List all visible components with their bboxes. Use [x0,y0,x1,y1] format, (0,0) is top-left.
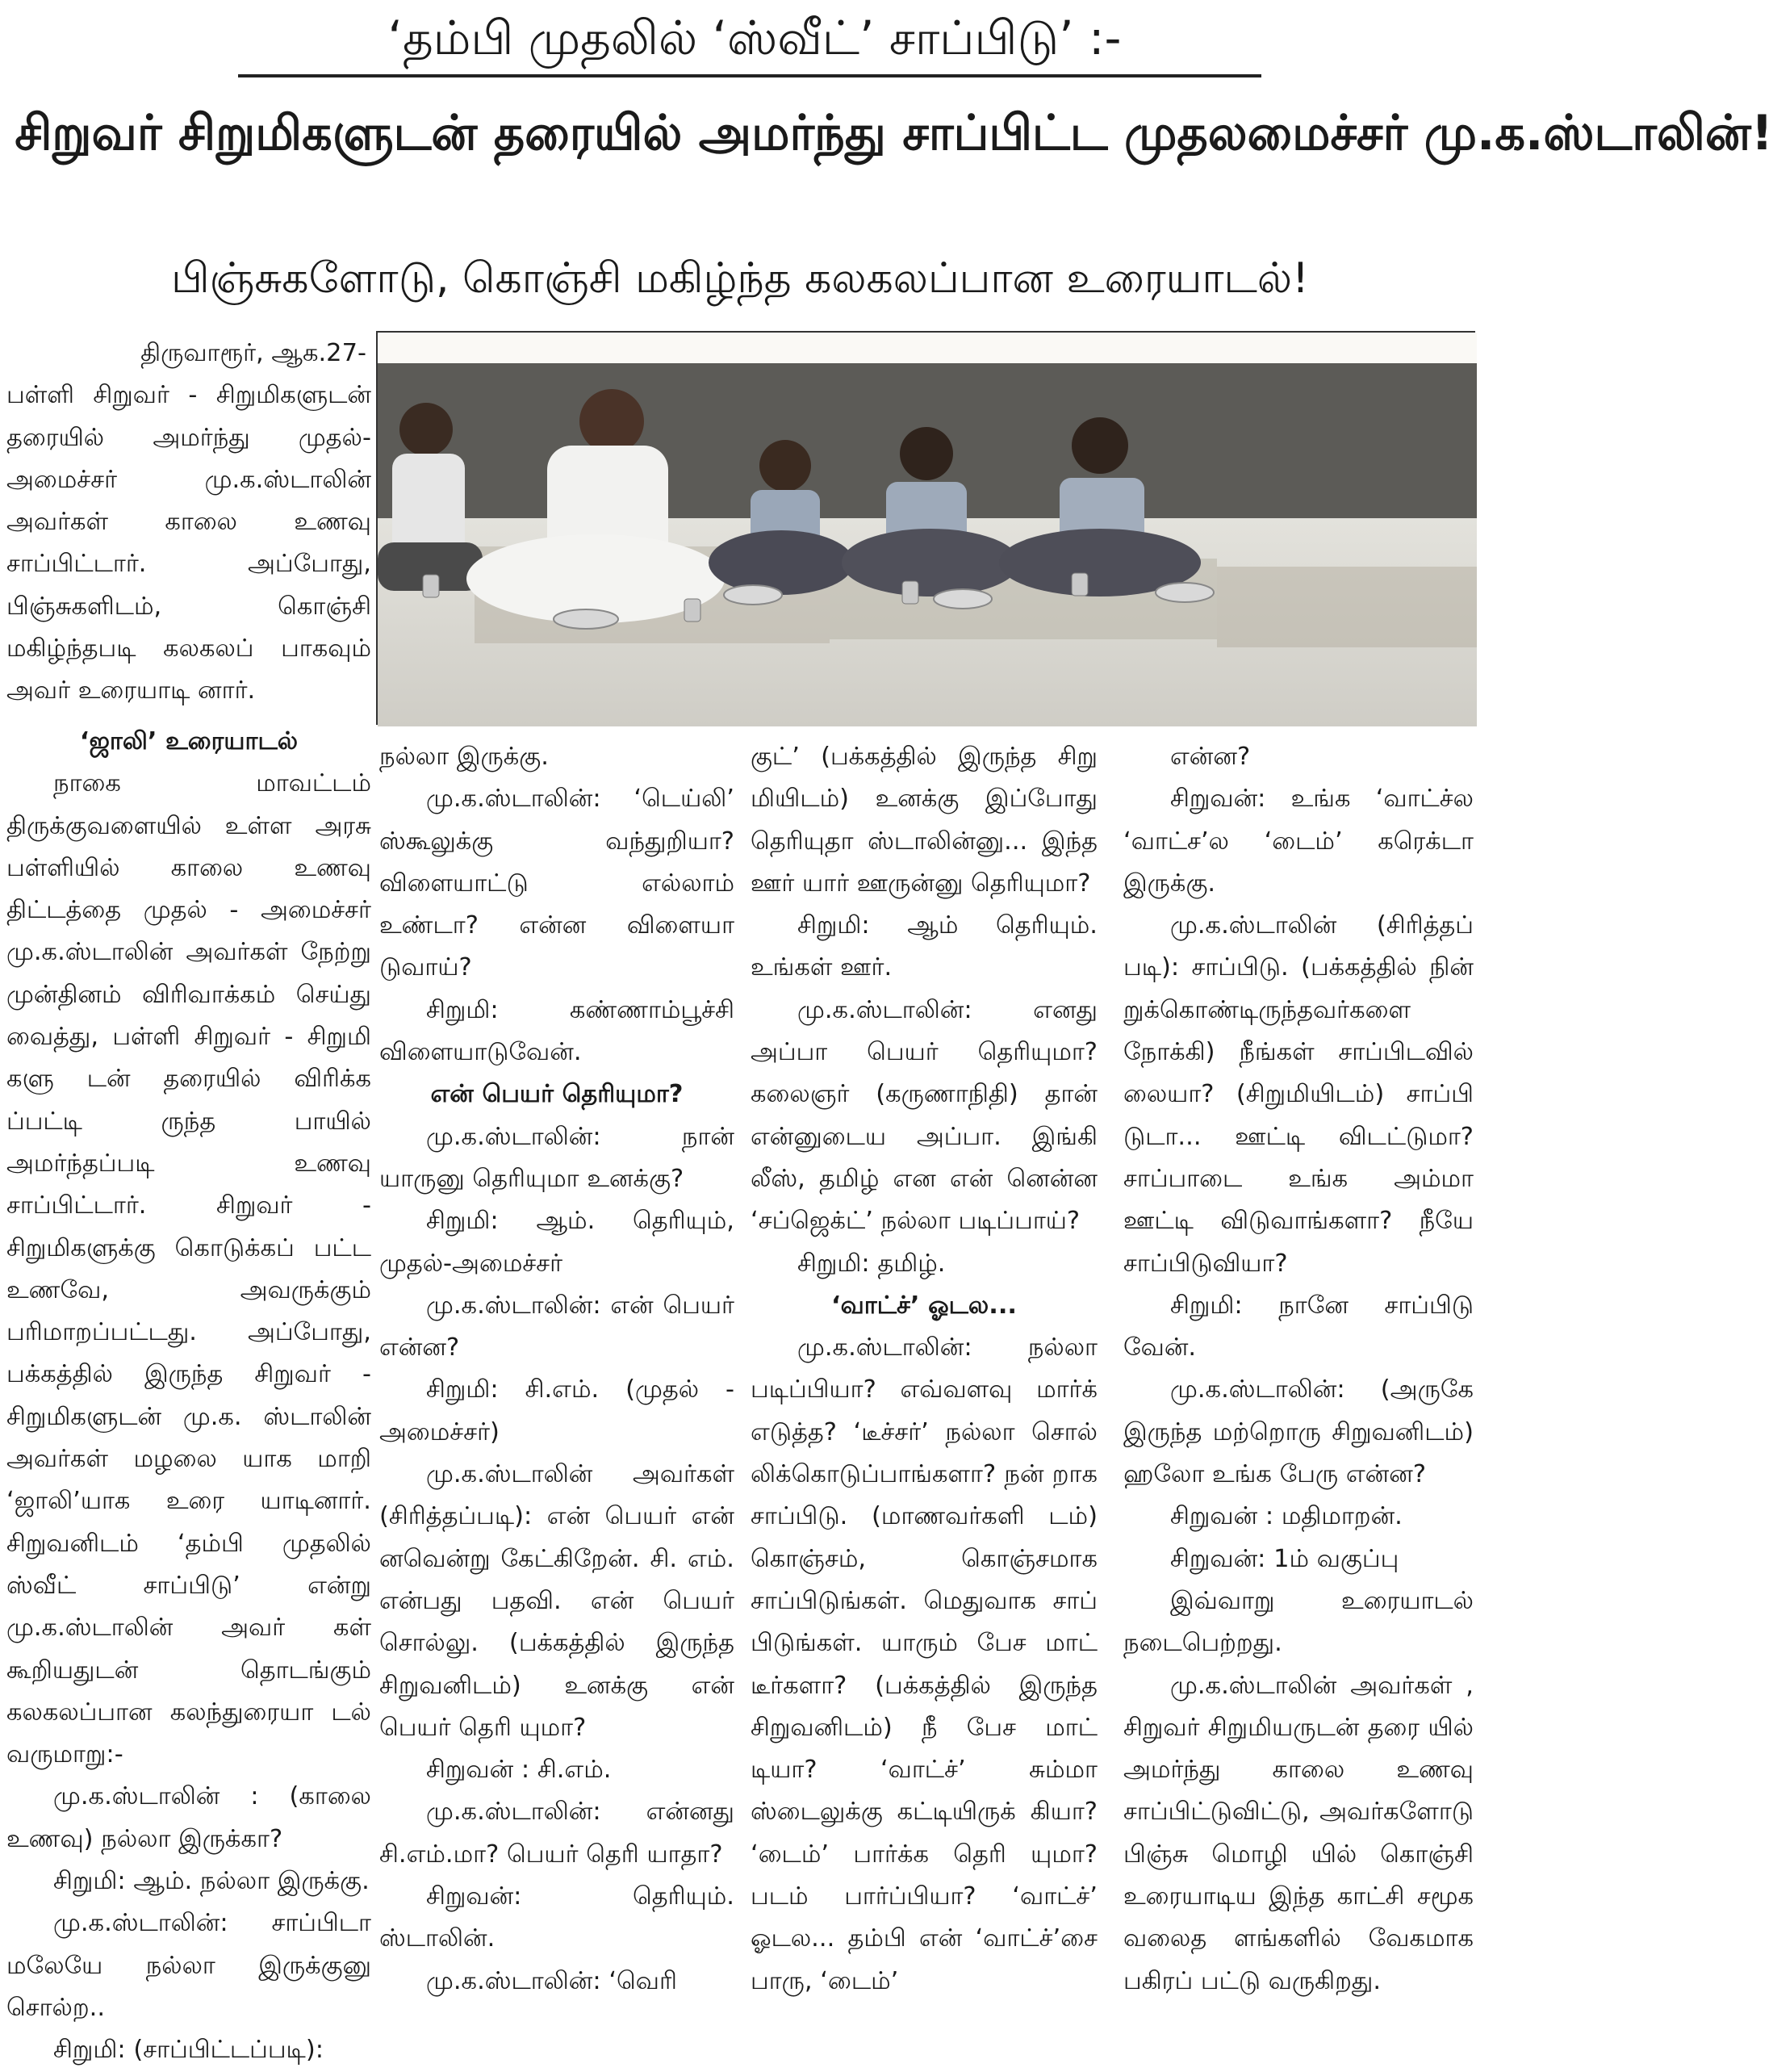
paragraph: சிறுமி: தமிழ். [797,1249,946,1278]
article-column-1-upper [6,333,371,713]
subhead-know-my-name: என் பெயர் தெரியுமா? [430,1080,684,1109]
paragraph: சிறுவன்: உங்க ‘வாட்ச்ல ‘வாட்ச’ல ‘டைம்’ கரெக்டா இருக்கு. [1123,785,1474,898]
paragraph: மு.க.ஸ்டாலின்: என் பெயர் என்ன? [379,1291,734,1362]
paragraph: குட்’ (பக்கத்தில் இருந்த சிறு மியிடம்) உனக்கு இப்போது தெரியுதா ஸ்டாலின்னு... இந்த ஊர் யார் ஊருன்னு தெரியுமா? [751,743,1098,898]
paragraph: மு.க.ஸ்டாலின்: சாப்பிடா மலேயே நல்லா இருக்குனு சொல்ற.. [6,1909,371,2022]
kicker-rule [238,74,1261,77]
article-column-1-lower [6,721,371,2072]
paragraph: சிறுவன் : மதிமாறன். [1170,1502,1403,1531]
paragraph: மு.க.ஸ்டாலின் அவர்கள் (சிரித்தப்படி): என் பெயர் என் னவென்று கேட்கிறேன். சி. எம். என்பது பதவி. என் பெயர் சொல்லு. (பக்கத்தில் இருந்த சிறுவனிடம்) உனக்கு என் பெயர் தெரி யுமா? [379,1460,734,1742]
paragraph: சிறுமி: ஆம். தெரியும், முதல்-அமைச்சர் [379,1207,734,1278]
article-column-4 [1123,736,1474,2003]
paragraph: மு.க.ஸ்டாலின்: நான் யாருனு தெரியுமா உனக்கு? [379,1122,734,1193]
paragraph: மு.க.ஸ்டாலின்: ‘வெரி [426,1966,677,1995]
paragraph: சிறுவன்: 1ம் வகுப்பு [1170,1544,1399,1573]
paragraph: சிறுமி: (சாப்பிட்டப்படி): [53,2036,324,2065]
photo-illustration [378,333,1477,726]
paragraph: மு.க.ஸ்டாலின் அவர்கள் , சிறுவர் சிறுமியருடன் தரை யில் அமர்ந்து காலை உணவு சாப்பிட்டுவிட்டு, அவர்களோடு பிஞ்சு மொழி யில் கொஞ்சி உரையாடிய இந்த காட்சி சமூக வலைத ளங்களில் வேகமாக பகிரப் பட்டு வருகிறது. [1123,1671,1474,1995]
paragraph: சிறுமி: ஆம் தெரியும். உங்கள் ஊர். [751,911,1098,982]
paragraph: இவ்வாறு உரையாடல் நடைபெற்றது. [1123,1586,1474,1658]
paragraph: மு.க.ஸ்டாலின் (சிரித்தப் படி): சாப்பிடு. (பக்கத்தில் நின் றுக்கொண்டிருந்தவர்களை நோக்கி) நீங்கள் சாப்பிடவில் லையா? (சிறுமியிடம்) சாப்பி டுடா... ஊட்டி விடட்டுமா? சாப்பாடை உங்க அம்மா ஊட்டி விடுவாங்களா? நீயே சாப்பிடுவியா? [1123,911,1474,1278]
paragraph: சிறுமி: கண்ணாம்பூச்சி விளையாடுவேன். [379,995,734,1067]
paragraph: மு.க.ஸ்டாலின்: என்னது சி.எம்.மா? பெயர் தெரி யாதா? [379,1798,734,1869]
paragraph: சிறுவன்: தெரியும். ஸ்டாலின். [379,1882,734,1953]
paragraph: மு.க.ஸ்டாலின் : (காலை உணவு) நல்லா இருக்கா? [6,1782,371,1853]
paragraph: சிறுமி: ஆம். நல்லா இருக்கு. [53,1867,370,1896]
paragraph: சிறுமி: சி.எம். (முதல் - அமைச்சர்) [379,1375,734,1446]
article-photo [376,331,1475,725]
paragraph: நல்லா இருக்கு. [379,743,549,771]
deck-headline: பிஞ்சுகளோடு, கொஞ்சி மகிழ்ந்த கலகலப்பான உரையாடல்! [171,254,1309,303]
dateline: திருவாரூர், ஆக.27- [140,339,366,367]
subhead-jolly: ‘ஜாலி’ உரையாடல் [79,727,299,756]
paragraph: சிறுவன் : சி.எம். [426,1756,612,1785]
paragraph: சிறுமி: நானே சாப்பிடு வேன். [1123,1291,1474,1362]
paragraph: மு.க.ஸ்டாலின்: நல்லா படிப்பியா? எவ்வளவு மார்க் எடுத்த? ‘டீச்சர்’ நல்லா சொல் லிக்கொடுப்பாங்களா? நன் றாக சாப்பிடு. (மாணவர்களி டம்) கொஞ்சம், கொஞ்சமாக சாப்பிடுங்கள். மெதுவாக சாப் பிடுங்கள். யாரும் பேச மாட் டீர்களா? (பக்கத்தில் இருந்த சிறுவனிடம்) நீ பேச மாட் டியா? ‘வாட்ச்’ சும்மா ஸ்டைலுக்கு கட்டியிருக் கியா? ‘டைம்’ பார்க்க தெரி யுமா? படம் பார்ப்பியா? ‘வாட்ச்’ ஓடல... தம்பி என் ‘வாட்ச்’சை பாரு, ‘டைம்’ [751,1333,1098,1995]
paragraph: மு.க.ஸ்டாலின்: (அருகே இருந்த மற்றொரு சிறுவனிடம்) ஹலோ உங்க பேரு என்ன? [1123,1375,1474,1489]
paragraph: மு.க.ஸ்டாலின்: ‘டெய்லி’ ஸ்கூலுக்கு வந்துறியா? விளையாட்டு எல்லாம் உண்டா? என்ன விளையா டுவாய்? [379,785,734,982]
kicker-headline: ‘தம்பி முதலில் ‘ஸ்வீட்’ சாப்பிடு’ :- [387,10,1122,65]
article-column-3 [751,736,1098,2003]
paragraph: மு.க.ஸ்டாலின்: எனது அப்பா பெயர் தெரியுமா? கலைஞர் (கருணாநிதி) தான் என்னுடைய அப்பா. இங்கி லீஸ், தமிழ் என என் னென்ன ‘சப்ஜெக்ட்’ நல்லா படிப்பாய்? [751,995,1098,1236]
paragraph: நாகை மாவட்டம் திருக்குவளையில் உள்ள அரசு பள்ளியில் காலை உணவு திட்டத்தை முதல் - அமைச்சர் மு.க.ஸ்டாலின் அவர்கள் நேற்று முன்தினம் விரிவாக்கம் செய்து வைத்து, பள்ளி சிறுவர் - சிறுமி களு டன் தரையில் விரிக்க ப்பட்டி ருந்த பாயில் அமர்ந்தப்படி உணவு சாப்பிட்டார். சிறுவர் - சிறுமிகளுக்கு கொடுக்கப் பட்ட உணவே, அவருக்கும் பரிமாறப்பட்டது. அப்போது, பக்கத்தில் இருந்த சிறுவர் - சிறுமிகளுடன் மு.க. ஸ்டாலின் அவர்கள் மழலை யாக மாறி ‘ஜாலி’யாக உரை யாடினார். சிறுவனிடம் ‘தம்பி முதலில் ஸ்வீட் சாப்பிடு’ என்று மு.க.ஸ்டாலின் அவர் கள் கூறியதுடன் தொடங்கும் கலகலப்பான கலந்துரையா டல் வருமாறு:- [6,769,371,1769]
lead-paragraph: பள்ளி சிறுவர் - சிறுமிகளுடன் தரையில் அமர்ந்து முதல்- அமைச்சர் மு.க.ஸ்டாலின் அவர்கள் காலை உணவு சாப்பிட்டார். அப்போது, பிஞ்சுகளிடம், கொஞ்சி மகிழ்ந்தபடி கலகலப் பாகவும் அவர் உரையாடி னார். [6,381,371,705]
article-column-2 [379,736,734,2003]
subhead-watch: ‘வாட்ச்’ ஓடல... [830,1291,1018,1320]
paragraph: என்ன? [1170,743,1251,771]
main-headline: சிறுவர் சிறுமிகளுடன் தரையில் அமர்ந்து சாப்பிட்ட முதலமைச்சர் மு.க.ஸ்டாலின்! [15,105,1773,161]
